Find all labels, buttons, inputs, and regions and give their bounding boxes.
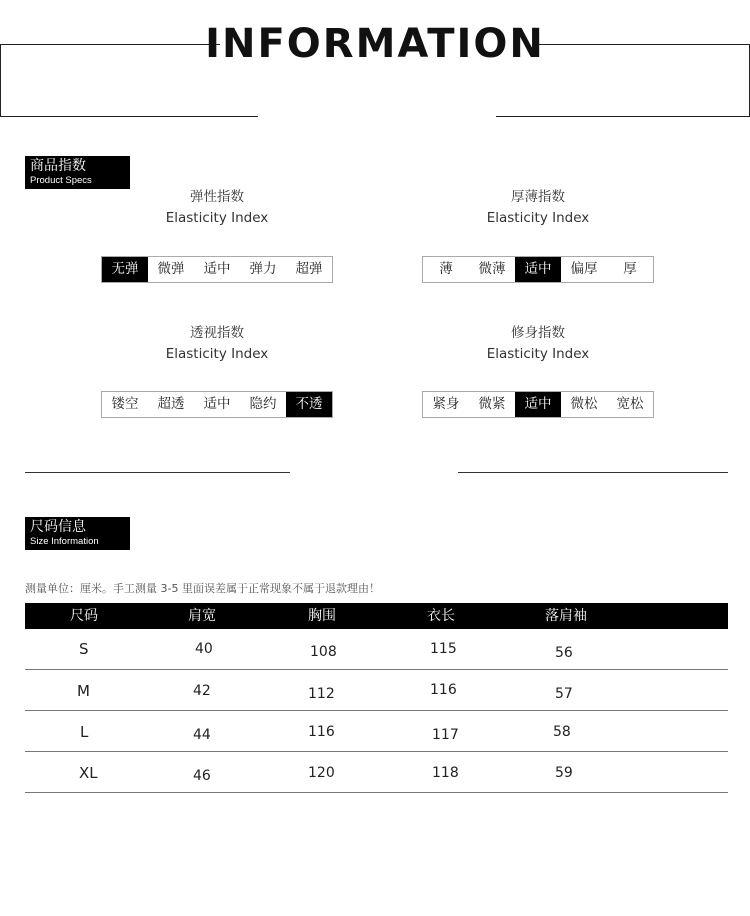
transparency-index-title-en: Elasticity Index xyxy=(165,346,269,362)
sleeve-cell: 58 xyxy=(553,724,571,740)
size-info-label-cn: 尺码信息 xyxy=(30,519,86,535)
shoulder-cell: 40 xyxy=(195,641,213,657)
table-row xyxy=(25,752,728,793)
transparency-index-title-cn: 透视指数 xyxy=(190,325,244,341)
fit-scale xyxy=(422,391,654,418)
thickness-index-title-en: Elasticity Index xyxy=(486,210,590,226)
transparency-option: 隐约 xyxy=(249,396,277,412)
section-divider-left xyxy=(25,472,290,473)
transparency-scale xyxy=(101,391,333,418)
column-header-chest: 胸围 xyxy=(308,608,336,624)
header-frame-bottom-right xyxy=(496,116,750,117)
size-cell: S xyxy=(79,640,89,658)
fit-option: 微松 xyxy=(570,396,598,412)
size-info-label-en: Size Information xyxy=(30,536,99,547)
fit-option: 宽松 xyxy=(616,396,644,412)
chest-cell: 116 xyxy=(308,724,335,740)
measurement-note: 测量单位：厘米。手工测量 3-5 里面误差属于正常现象不属于退款理由！ xyxy=(25,582,380,595)
size-cell: XL xyxy=(79,764,98,782)
thickness-index-title-cn: 厚薄指数 xyxy=(511,189,565,205)
table-row xyxy=(25,670,728,711)
transparency-option: 不透 xyxy=(286,392,332,417)
sleeve-cell: 56 xyxy=(555,645,573,661)
column-header-length: 衣长 xyxy=(427,608,455,624)
thickness-option: 适中 xyxy=(515,257,561,282)
length-cell: 117 xyxy=(432,727,459,743)
fit-option: 紧身 xyxy=(432,396,460,412)
shoulder-cell: 44 xyxy=(193,727,211,743)
size-table xyxy=(25,603,728,793)
shoulder-cell: 46 xyxy=(193,768,211,784)
thickness-scale xyxy=(422,256,654,283)
fit-option: 微紧 xyxy=(478,396,506,412)
elasticity-scale xyxy=(101,256,333,283)
section-divider-right xyxy=(458,472,728,473)
fit-option: 适中 xyxy=(515,392,561,417)
length-cell: 116 xyxy=(430,682,457,698)
chest-cell: 112 xyxy=(308,686,335,702)
elasticity-option: 微弹 xyxy=(157,261,185,277)
product-specs-label-cn: 商品指数 xyxy=(30,158,86,174)
transparency-option: 超透 xyxy=(157,396,185,412)
shoulder-cell: 42 xyxy=(193,683,211,699)
chest-cell: 108 xyxy=(310,644,337,660)
length-cell: 115 xyxy=(430,641,457,657)
column-header-shoulder: 肩宽 xyxy=(188,608,216,624)
elasticity-option: 适中 xyxy=(203,261,231,277)
sleeve-cell: 57 xyxy=(555,686,573,702)
size-cell: M xyxy=(77,682,90,700)
elasticity-option: 无弹 xyxy=(102,257,148,282)
chest-cell: 120 xyxy=(308,765,335,781)
product-specs-label-en: Product Specs xyxy=(30,175,92,186)
thickness-option: 薄 xyxy=(439,261,453,277)
fit-index-title-en: Elasticity Index xyxy=(486,346,590,362)
header-frame-bottom-left xyxy=(0,116,258,117)
length-cell: 118 xyxy=(432,765,459,781)
thickness-option: 偏厚 xyxy=(570,261,598,277)
elasticity-index-title-en: Elasticity Index xyxy=(165,210,269,226)
sleeve-cell: 59 xyxy=(555,765,573,781)
elasticity-option: 超弹 xyxy=(295,261,323,277)
table-row xyxy=(25,629,728,670)
thickness-option: 厚 xyxy=(623,261,637,277)
size-cell: L xyxy=(80,723,89,741)
elasticity-option: 弹力 xyxy=(249,261,277,277)
fit-index-title-cn: 修身指数 xyxy=(511,325,565,341)
transparency-option: 镂空 xyxy=(111,396,139,412)
thickness-option: 微薄 xyxy=(478,261,506,277)
page-title: INFORMATION xyxy=(205,21,545,67)
size-info-label xyxy=(25,517,130,550)
transparency-option: 适中 xyxy=(203,396,231,412)
table-header xyxy=(25,603,728,629)
table-row xyxy=(25,711,728,752)
column-header-size: 尺码 xyxy=(70,608,98,624)
elasticity-index-title-cn: 弹性指数 xyxy=(190,189,244,205)
column-header-sleeve: 落肩袖 xyxy=(545,608,587,624)
